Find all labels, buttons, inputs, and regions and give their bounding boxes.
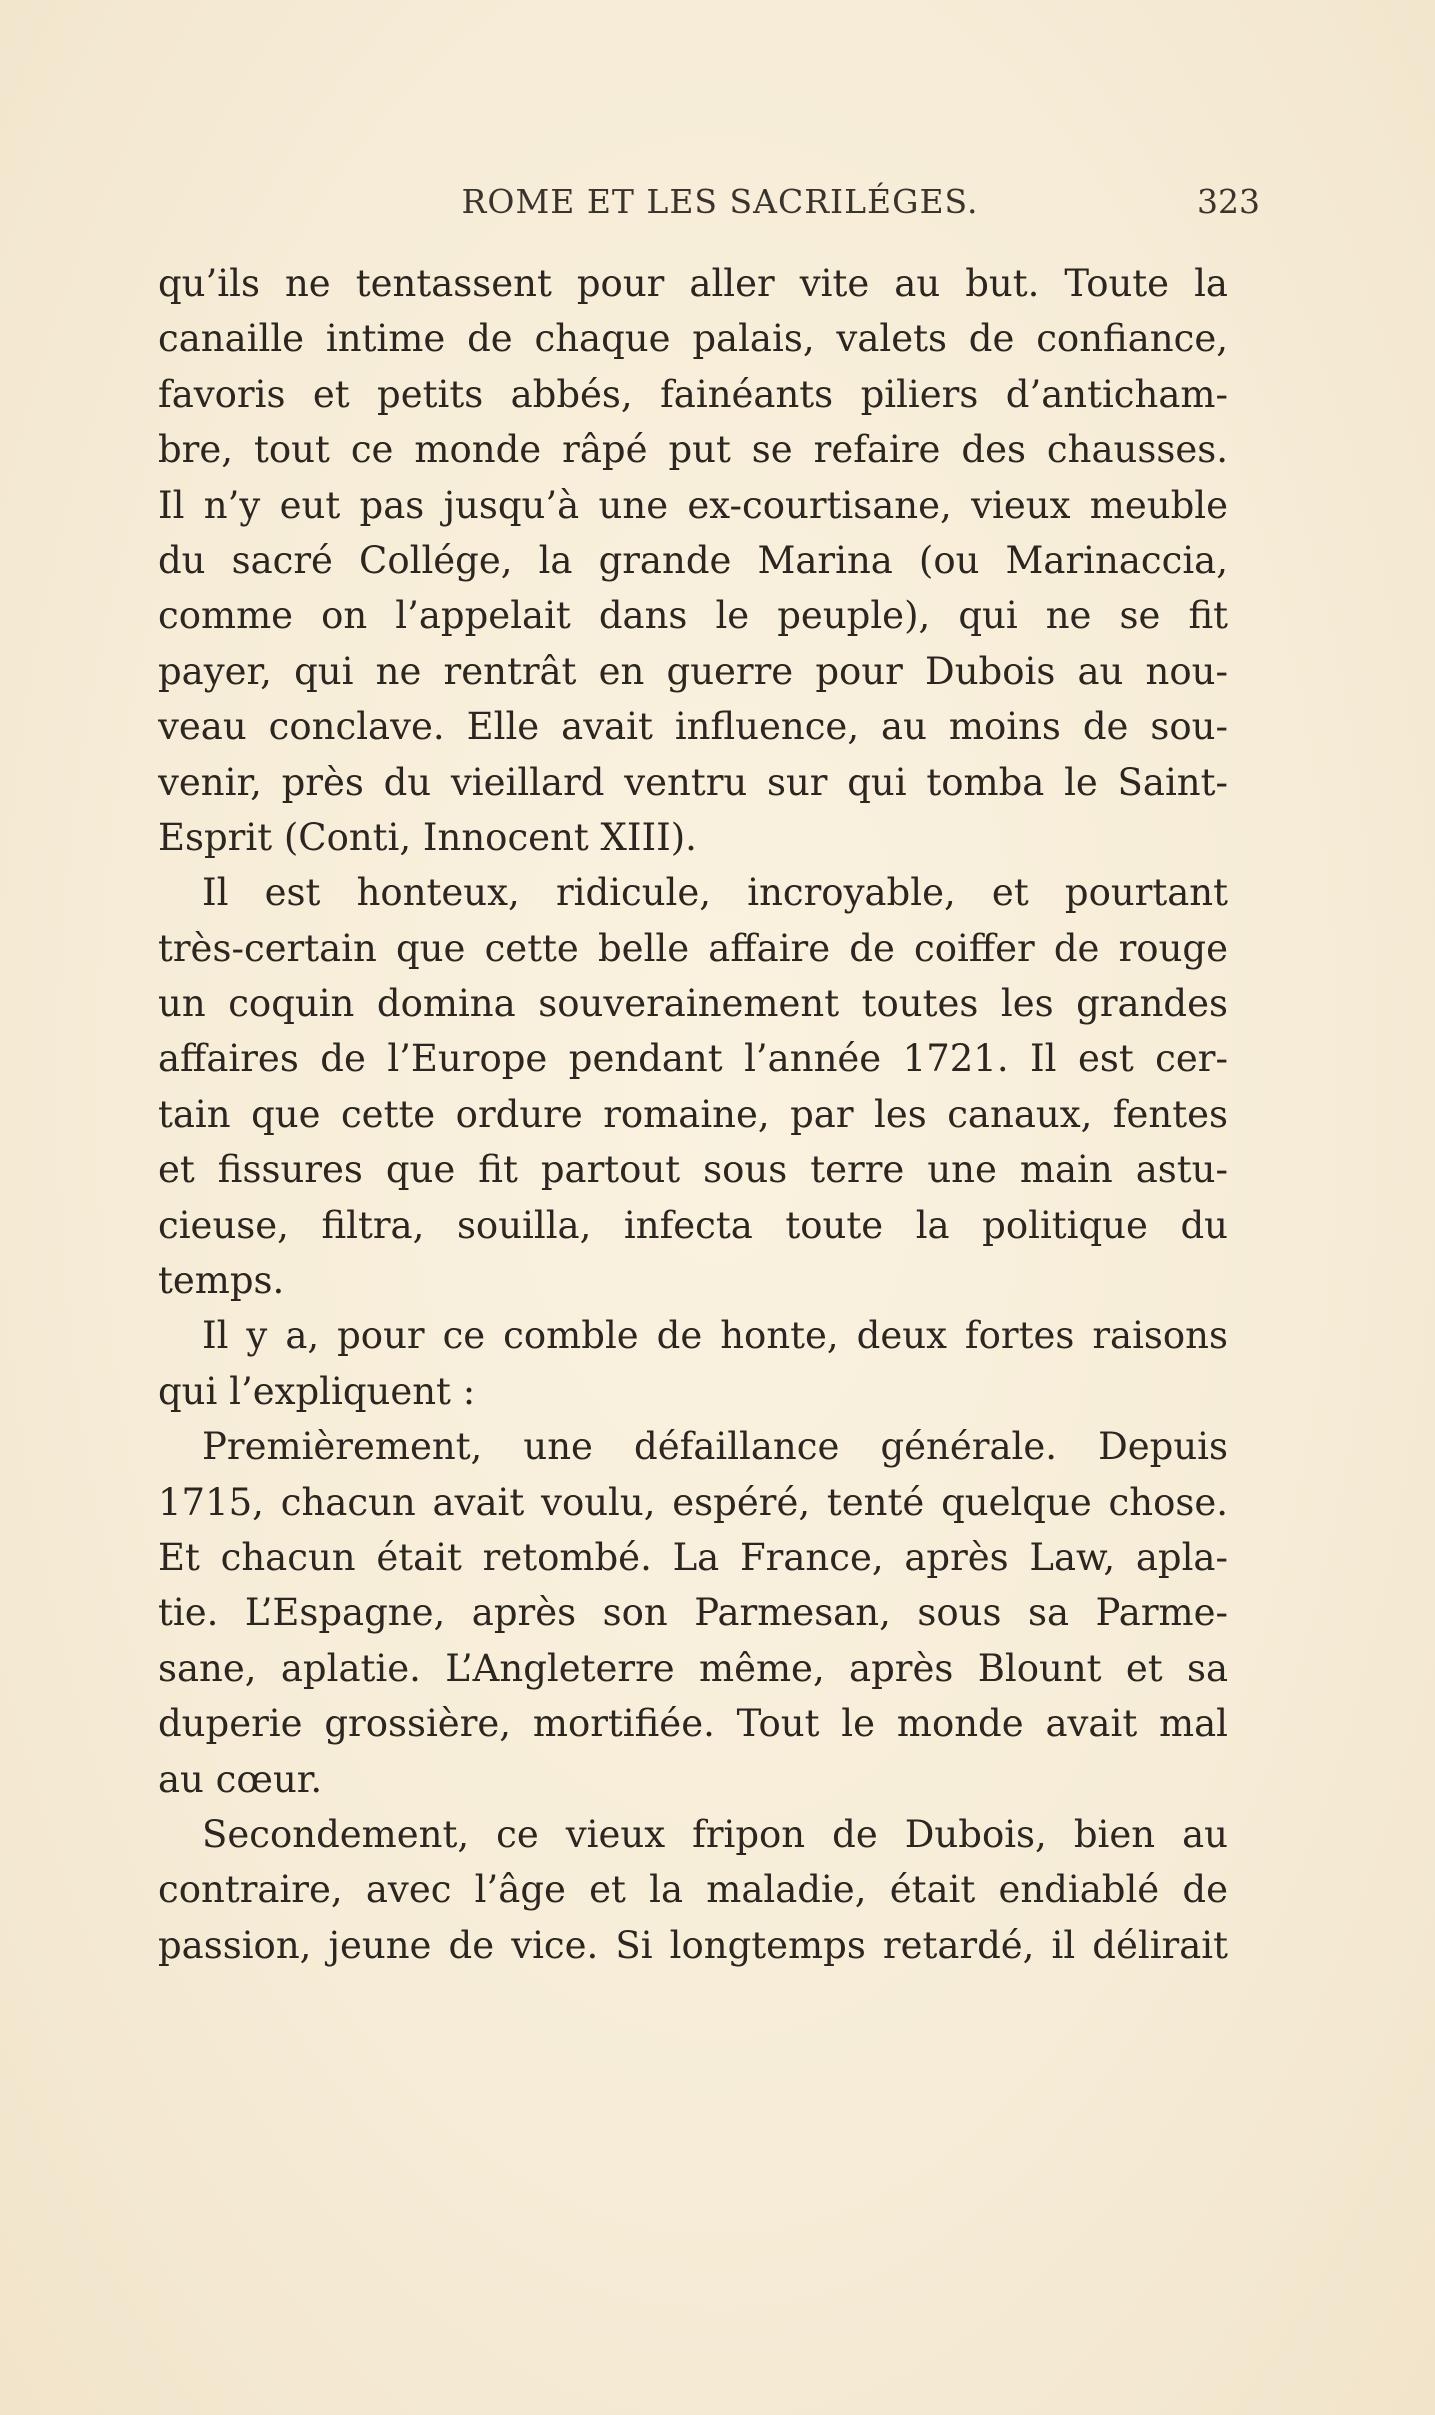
text-line: cieuse, filtra, souilla, infecta toute la politique du xyxy=(158,1203,1228,1247)
text-line: tain que cette ordure romaine, par les canaux, fentes xyxy=(158,1092,1228,1136)
text-line: au cœur. xyxy=(158,1757,323,1801)
running-title: ROME ET LES SACRILÉGES. xyxy=(461,182,979,221)
text-line: Il y a, pour ce comble de honte, deux fortes raisons xyxy=(202,1314,1228,1358)
text-line: un coquin domina souverainement toutes les grandes xyxy=(158,982,1228,1026)
text-line: 1715, chacun avait voulu, espéré, tenté quelque chose. xyxy=(158,1480,1228,1524)
text-line: Il est honteux, ridicule, incroyable, et pourtant xyxy=(202,871,1228,915)
text-line: Et chacun était retombé. La France, après Law, apla- xyxy=(158,1535,1228,1579)
text-line: qui l’expliquent : xyxy=(158,1369,476,1413)
text-line: comme on l’appelait dans le peuple), qui ne se fit xyxy=(158,594,1228,638)
text-line: du sacré Collége, la grande Marina (ou Marinaccia, xyxy=(158,538,1228,582)
text-line: Esprit (Conti, Innocent XIII). xyxy=(158,815,697,859)
running-header xyxy=(200,182,1260,232)
text-line: affaires de l’Europe pendant l’année 1721. Il est cer- xyxy=(158,1037,1228,1081)
text-line: Premièrement, une défaillance générale. Depuis xyxy=(202,1425,1228,1469)
text-line: duperie grossière, mortifiée. Tout le monde avait mal xyxy=(158,1702,1228,1746)
text-line: temps. xyxy=(158,1259,285,1303)
text-line: Secondement, ce vieux fripon de Dubois, bien au xyxy=(202,1812,1228,1856)
text-line: très-certain que cette belle affaire de coiffer de rouge xyxy=(158,926,1228,970)
text-line: qu’ils ne tentassent pour aller vite au but. Toute la xyxy=(158,262,1228,305)
text-line: passion, jeune de vice. Si longtemps retardé, il délirait xyxy=(158,1923,1228,1967)
text-line: tie. L’Espagne, après son Parmesan, sous sa Parme- xyxy=(158,1591,1228,1635)
text-line: venir, près du vieillard ventru sur qui tomba le Saint- xyxy=(158,760,1228,804)
text-line: Il n’y eut pas jusqu’à une ex-courtisane, vieux meuble xyxy=(158,483,1228,527)
text-line: payer, qui ne rentrât en guerre pour Dubois au nou- xyxy=(158,649,1228,693)
page-number: 323 xyxy=(1197,182,1260,221)
text-line: veau conclave. Elle avait influence, au moins de sou- xyxy=(158,705,1228,749)
text-line: bre, tout ce monde râpé put se refaire des chausses. xyxy=(158,428,1228,472)
text-line: canaille intime de chaque palais, valets de confiance, xyxy=(158,317,1228,361)
text-body xyxy=(158,256,1228,1973)
text-line: sane, aplatie. L’Angleterre même, après Blount et sa xyxy=(158,1646,1228,1690)
text-line: favoris et petits abbés, fainéants piliers d’anticham- xyxy=(158,372,1228,416)
text-line: et fissures que fit partout sous terre une main astu- xyxy=(158,1148,1228,1192)
text-line: contraire, avec l’âge et la maladie, était endiablé de xyxy=(158,1868,1228,1912)
